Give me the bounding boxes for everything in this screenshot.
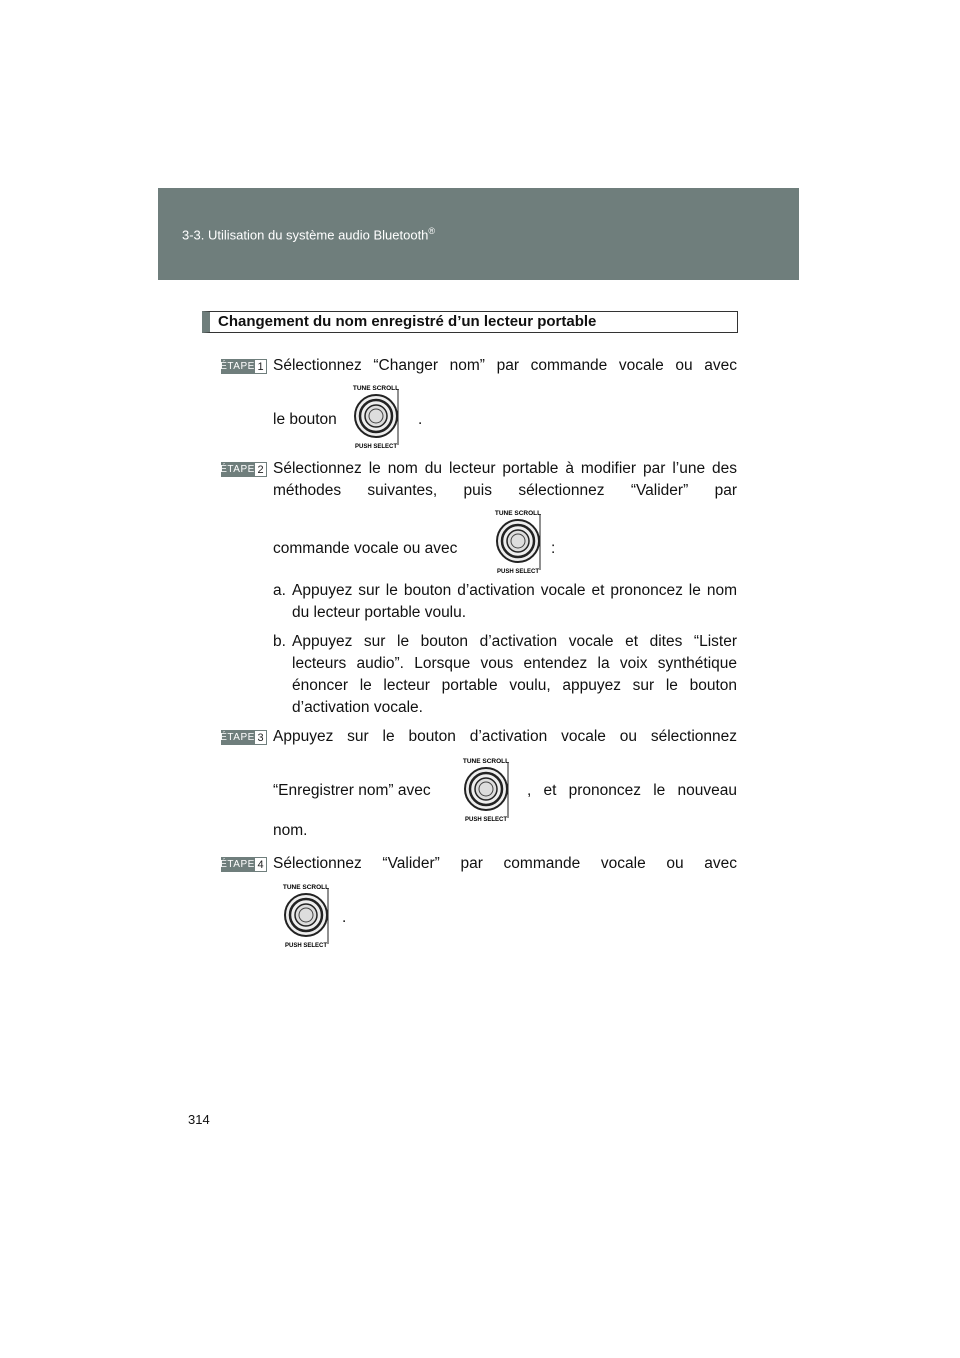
- svg-text:TUNE SCROLL: TUNE SCROLL: [352, 385, 400, 392]
- svg-text:TUNE SCROLL: TUNE SCROLL: [494, 510, 542, 517]
- step-4-badge: ÉTAPE 4: [221, 857, 267, 872]
- page-number: 314: [188, 1112, 210, 1127]
- section-heading: Changement du nom enregistré d’un lecteur portable: [202, 311, 738, 333]
- step-2-prefix: commande vocale ou avec: [273, 540, 458, 557]
- step-1-suffix: .: [418, 411, 423, 428]
- step-2-suffix: :: [551, 540, 556, 557]
- step-1-text: Sélectionnez “Changer nom” par commande vocale ou avec: [273, 357, 737, 374]
- step-1-prefix: le bouton: [273, 411, 337, 428]
- tune-scroll-knob-icon: [346, 381, 406, 451]
- step-3-suffix: , et prononcez le nouveau: [527, 782, 737, 799]
- header-band: [158, 188, 799, 280]
- step-1-badge: ÉTAPE 1: [221, 359, 267, 374]
- svg-text:PUSH SELECT: PUSH SELECT: [496, 569, 540, 575]
- step-2-text: Sélectionnez le nom du lecteur portable à modifier par l’une des méthodes suivantes, puis sélectionnez “Valider” par: [273, 460, 737, 499]
- tune-scroll-knob-icon: [276, 880, 336, 950]
- svg-text:TUNE SCROLL: TUNE SCROLL: [462, 758, 510, 765]
- option-b: b. Appuyez sur le bouton d’activation vocale et dites “Lister lecteurs audio”. Lorsque vous entendez la voix synthétique énoncer le lecteur portable voulu, appuyez sur le bouton d’activation vocale.: [273, 633, 737, 716]
- step-3-badge: ÉTAPE 3: [221, 730, 267, 745]
- step-3-tail: nom.: [273, 822, 308, 839]
- svg-text:PUSH SELECT: PUSH SELECT: [464, 817, 508, 823]
- tune-scroll-knob-icon: [456, 754, 516, 824]
- step-2-badge: ÉTAPE 2: [221, 462, 267, 477]
- tune-scroll-knob-icon: [488, 506, 548, 576]
- section-title: 3-3. Utilisation du système audio Bluetooth®: [182, 226, 436, 243]
- svg-text:TUNE SCROLL: TUNE SCROLL: [282, 884, 330, 891]
- step-4-suffix: .: [342, 909, 347, 926]
- step-3-prefix: “Enregistrer nom” avec: [273, 782, 431, 799]
- svg-text:PUSH SELECT: PUSH SELECT: [284, 943, 328, 949]
- step-4-text: Sélectionnez “Valider” par commande vocale ou avec: [273, 855, 737, 872]
- svg-text:PUSH SELECT: PUSH SELECT: [354, 444, 398, 450]
- step-3-text: Appuyez sur le bouton d’activation vocale ou sélectionnez: [273, 728, 737, 745]
- option-a: a. Appuyez sur le bouton d’activation vocale et prononcez le nom du lecteur portable voulu.: [273, 582, 737, 621]
